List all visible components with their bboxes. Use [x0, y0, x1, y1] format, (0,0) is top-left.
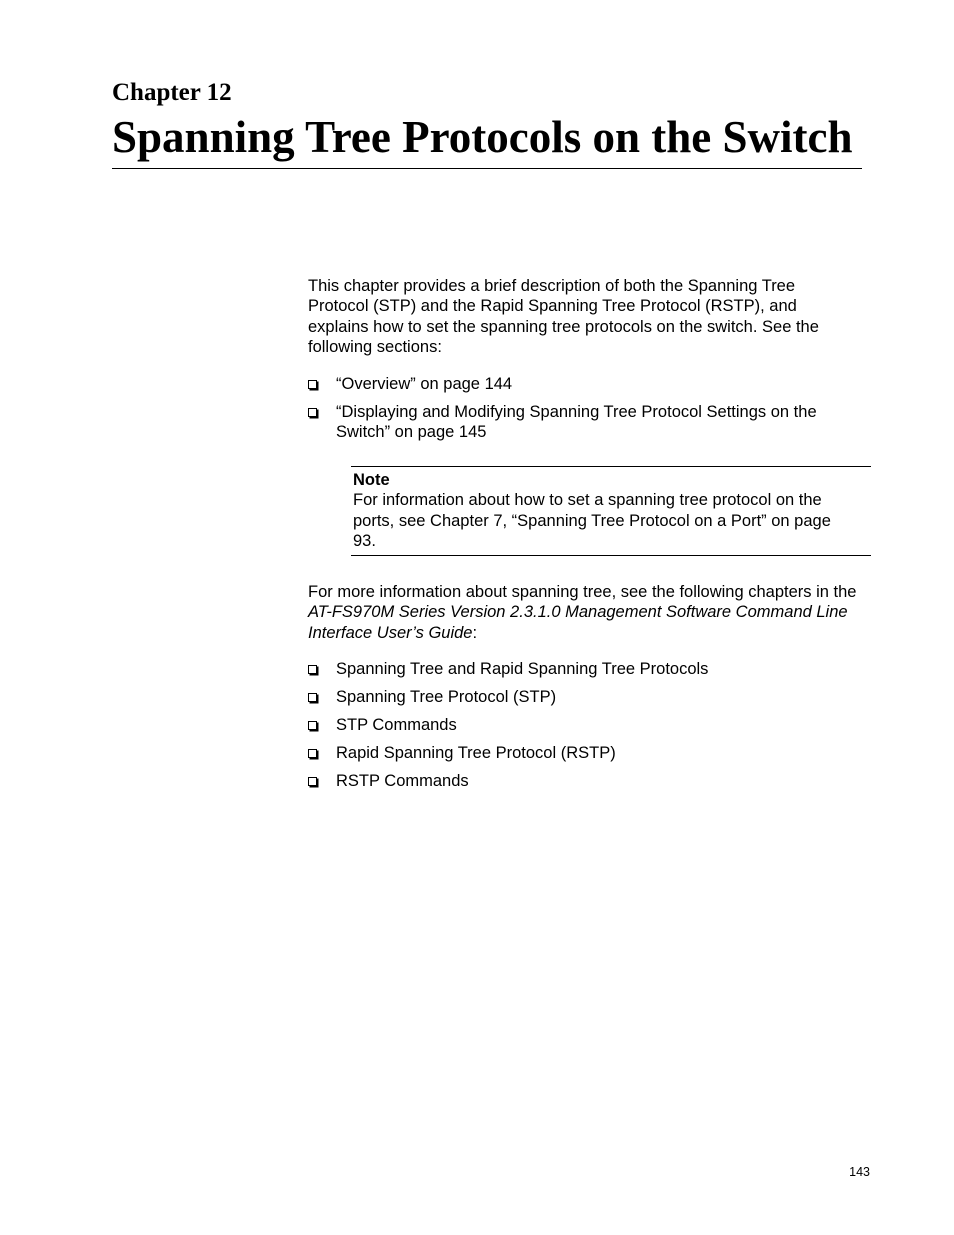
list-item: [308, 743, 848, 763]
sections-list: [308, 374, 848, 450]
checkbox-bullet-icon: [308, 380, 317, 389]
checkbox-bullet-icon: [308, 749, 317, 758]
note-box: [351, 466, 871, 556]
note-text: For information about how to set a spanning tree protocol on the ports, see Chapter 7, “Spanning Tree Protocol on a Port” on page 93.: [353, 491, 831, 551]
list-item-text: “Overview” on page 144: [336, 375, 513, 393]
note-heading: Note: [353, 471, 390, 489]
list-item-text: “Displaying and Modifying Spanning Tree Protocol Settings on the Switch” on page 145: [336, 402, 817, 442]
list-item-text: RSTP Commands: [336, 772, 469, 790]
chapters-list: [308, 659, 848, 799]
title-rule: [112, 168, 862, 169]
list-item: [308, 715, 848, 735]
checkbox-bullet-icon: [308, 408, 317, 417]
list-item: [308, 402, 848, 443]
list-item: [308, 687, 848, 707]
list-item-text: Rapid Spanning Tree Protocol (RSTP): [336, 744, 616, 762]
list-item-text: Spanning Tree Protocol (STP): [336, 688, 557, 706]
checkbox-bullet-icon: [308, 721, 317, 730]
checkbox-bullet-icon: [308, 693, 317, 702]
page-number: 143: [849, 1165, 870, 1179]
list-item-text: Spanning Tree and Rapid Spanning Tree Protocols: [336, 660, 709, 678]
more-info-suffix: :: [472, 623, 478, 642]
list-item: [308, 659, 848, 679]
checkbox-bullet-icon: [308, 665, 317, 674]
intro-paragraph: This chapter provides a brief description of both the Spanning Tree Protocol (STP) and the Rapid Spanning Tree Protocol (RSTP), and explains how to set the spanning tree protocols on the switch. See the following sections:: [308, 277, 819, 357]
intro-section: [308, 276, 848, 358]
more-info-prefix: For more information about spanning tree, see the following chapters in the: [308, 583, 857, 601]
guide-title: AT-FS970M Series Version 2.3.1.0 Management Software Command Line Interface User’s Guide: [308, 603, 848, 642]
checkbox-bullet-icon: [308, 777, 317, 786]
more-info-section: [308, 582, 874, 643]
list-item: [308, 374, 848, 394]
chapter-label: Chapter 12: [112, 79, 232, 106]
list-item: [308, 771, 848, 791]
chapter-title: Spanning Tree Protocols on the Switch: [112, 112, 853, 162]
list-item-text: STP Commands: [336, 716, 457, 734]
more-info-paragraph: [308, 582, 874, 643]
